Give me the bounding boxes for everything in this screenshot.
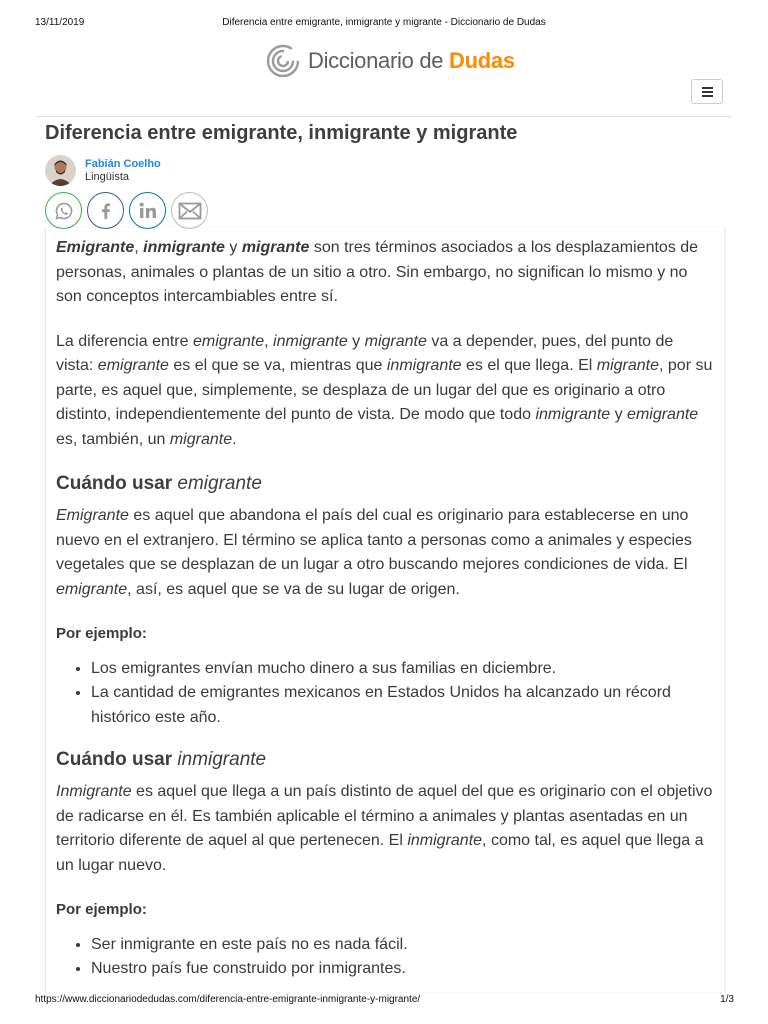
author-name-link[interactable]: Fabián Coelho bbox=[85, 157, 161, 170]
example-label: Por ejemplo: bbox=[56, 901, 147, 918]
example-label: Por ejemplo: bbox=[56, 625, 147, 642]
print-page-number: 1/3 bbox=[720, 994, 734, 1005]
email-share-button[interactable] bbox=[171, 192, 208, 229]
author-block bbox=[45, 155, 161, 186]
print-page-title: Diferencia entre emigrante, inmigrante y migrante - Diccionario de Dudas bbox=[222, 17, 546, 28]
whatsapp-share-button[interactable] bbox=[45, 192, 82, 229]
author-role: Lingüista bbox=[85, 170, 130, 183]
author-avatar[interactable] bbox=[45, 155, 76, 186]
print-url: https://www.diccionariodedudas.com/diferencia-entre-emigrante-inmigrante-y-migrante/ bbox=[35, 994, 421, 1005]
list-item: • Ser inmigrante en este país no es nada fácil. bbox=[91, 933, 714, 958]
menu-bar-icon bbox=[702, 95, 713, 97]
logo-word-dudas: Dudas bbox=[449, 48, 515, 73]
linkedin-share-button[interactable] bbox=[129, 192, 166, 229]
whatsapp-icon bbox=[54, 201, 74, 221]
list-item: • La cantidad de emigrantes mexicanos en Estados Unidos ha alcanzado un récord histórico este año. bbox=[91, 681, 714, 730]
share-bar bbox=[45, 192, 208, 229]
facebook-icon bbox=[96, 201, 116, 221]
difference-paragraph: La diferencia entre emigrante, inmigrante y migrante va a depender, pues, del punto de vista: emigrante es el que se va, mientras que inmigrante es el que llega. El migrante, por su parte, es aquel que, simplemente, se desplaza de un lugar del que es originario a otro distinto, independientemente del punto de vista. De modo que todo inmigrante y emigrante es, también, un migrante. bbox=[56, 332, 713, 448]
logo-word-diccionario: Diccionario de bbox=[308, 48, 444, 73]
section-heading-emigrante: Cuándo usar emigrante bbox=[56, 473, 262, 494]
print-date: 13/11/2019 bbox=[35, 17, 85, 28]
author-photo-icon bbox=[45, 155, 76, 186]
facebook-share-button[interactable] bbox=[87, 192, 124, 229]
menu-bar-icon bbox=[702, 87, 713, 89]
email-icon bbox=[178, 201, 202, 221]
article-body bbox=[45, 228, 725, 992]
hamburger-menu-button[interactable] bbox=[691, 79, 723, 104]
inmigrante-example-list bbox=[56, 933, 714, 982]
logo-text bbox=[308, 48, 515, 74]
logo-maze-icon bbox=[266, 44, 300, 78]
intro-paragraph: Emigrante, inmigrante y migrante son tres términos asociados a los desplazamientos de personas, animales o plantas de un sitio a otro. Sin embargo, no significan lo mismo y no son conceptos intercambiables entre sí. bbox=[56, 239, 699, 305]
list-item: • Nuestro país fue construido por inmigrantes. bbox=[91, 957, 714, 982]
linkedin-icon bbox=[137, 200, 159, 222]
menu-bar-icon bbox=[702, 91, 713, 93]
inmigrante-paragraph: Inmigrante es aquel que llega a un país distinto de aquel del que es originario con el objetivo de radicarse en él. Es también aplicable el término a animales y plantas asentadas en un territorio diferente de aquel al que pertenecen. El inmigrante, como tal, es aquel que llega a un lugar nuevo. bbox=[56, 783, 713, 874]
section-heading-inmigrante: Cuándo usar inmigrante bbox=[56, 749, 267, 770]
article-title: Diferencia entre emigrante, inmigrante y migrante bbox=[45, 122, 518, 144]
emigrante-example-list bbox=[56, 657, 714, 731]
header-divider bbox=[36, 116, 731, 117]
emigrante-paragraph: Emigrante es aquel que abandona el país del cual es originario para establecerse en uno nuevo en el extranjero. El término se aplica tanto a personas como a animales y especies vegetales que se desplazan de un lugar a otro buscando mejores condiciones de vida. El emigrante, así, es aquel que se va de su lugar de origen. bbox=[56, 507, 692, 598]
site-logo[interactable] bbox=[266, 44, 515, 78]
list-item: • Los emigrantes envían mucho dinero a sus familias en diciembre. bbox=[91, 657, 714, 682]
